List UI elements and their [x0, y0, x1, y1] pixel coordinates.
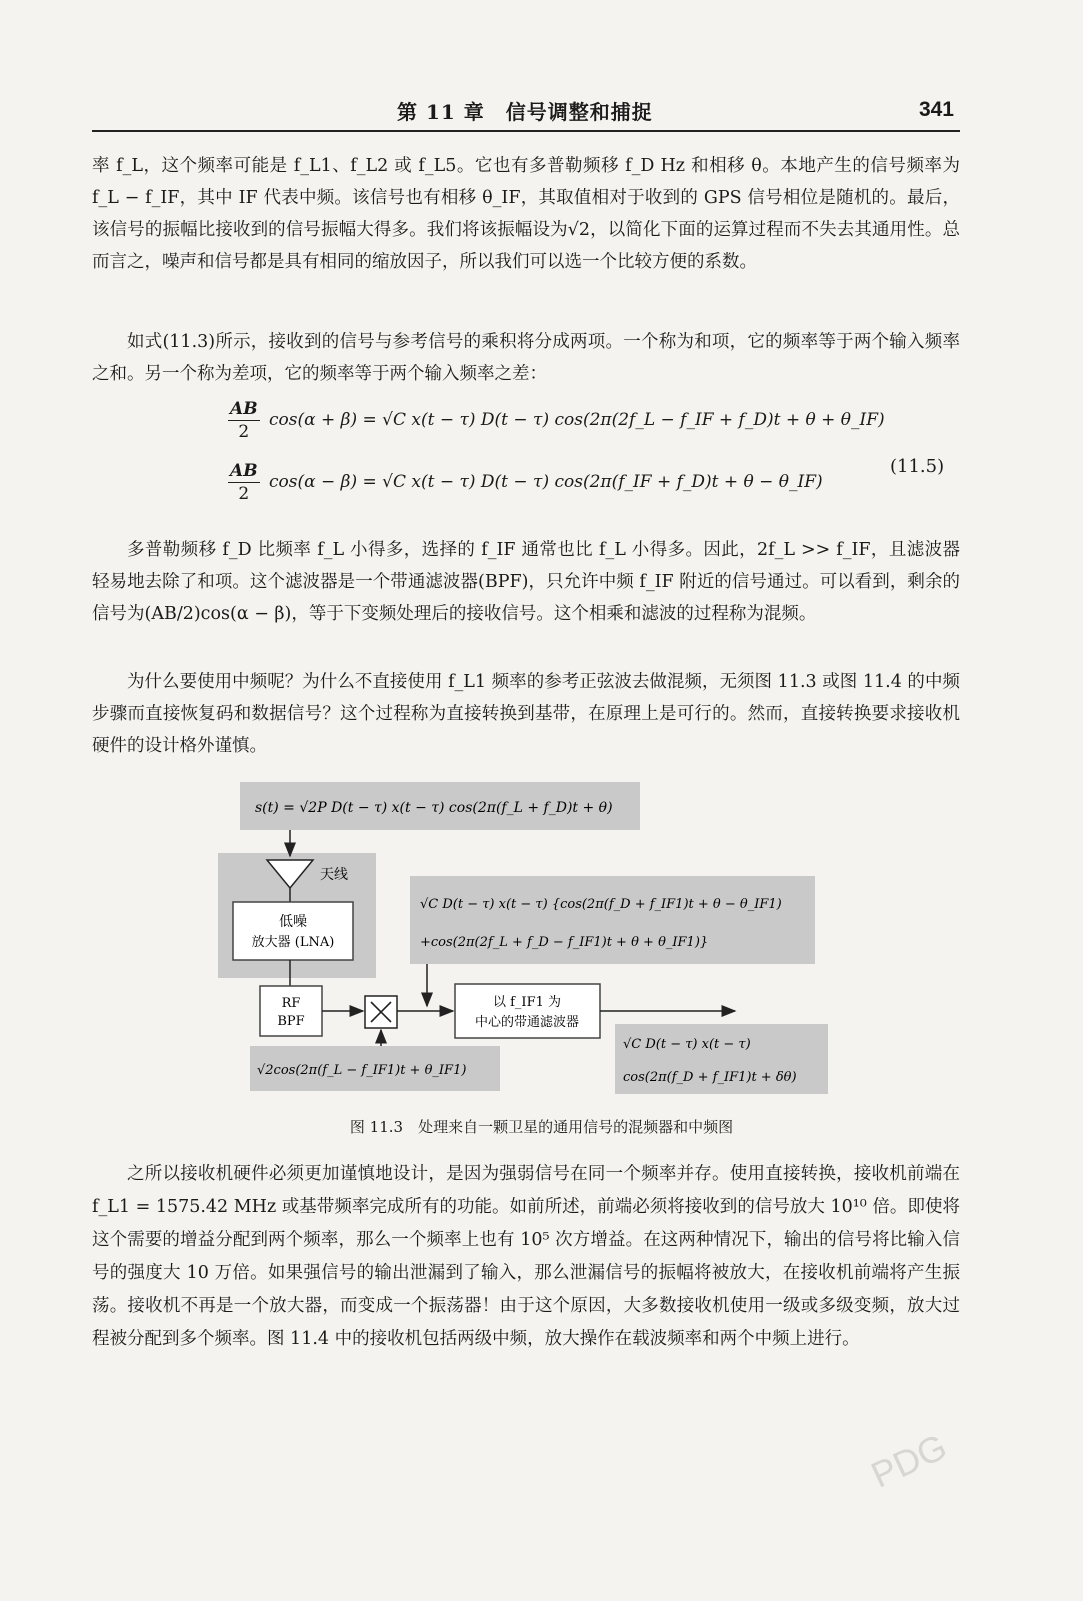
equation-fraction-2	[228, 460, 260, 505]
output-label-line-1: √C D(t − τ) x(t − τ)	[623, 1037, 751, 1052]
equation-line-2	[228, 460, 823, 505]
fraction-numerator: AB	[230, 399, 258, 419]
rf-bpf-label-line-2: BPF	[277, 1014, 305, 1029]
mixer-output-line-1: √C D(t − τ) x(t − τ) {cos(2π(f_D + f_IF1)t + θ − θ_IF1)	[420, 897, 782, 912]
mixer-output-box	[410, 876, 815, 964]
antenna-label: 天线	[320, 867, 348, 883]
paragraph-4-text: 为什么要使用中频呢？为什么不直接使用 f_L1 频率的参考正弦波去做混频，无须图 11.3 或图 11.4 的中频步骤而直接恢复码和数据信号？这个过程称为直接转换到基带，在原理上是可行的。然而，直接转换要求接收机硬件的设计格外谨慎。	[92, 672, 960, 756]
paragraph-2-text: 如式(11.3)所示，接收到的信号与参考信号的乘积将分成两项。一个称为和项，它的频率等于两个输入频率之和。另一个称为差项，它的频率等于两个输入频率之差：	[92, 332, 960, 384]
paragraph-2	[92, 326, 960, 390]
mixer-output-line-2: +cos(2π(2f_L + f_D − f_IF1)t + θ + θ_IF1)}	[420, 935, 709, 950]
rf-bpf-label-line-1: RF	[281, 996, 301, 1011]
equation-difference-term: cos(α − β) = √C x(t − τ) D(t − τ) cos(2π(f_IF + f_D)t + θ − θ_IF)	[268, 472, 823, 492]
local-oscillator-label: √2cos(2π(f_L − f_IF1)t + θ_IF1)	[257, 1063, 467, 1078]
paragraph-4	[92, 666, 960, 762]
fraction-numerator: AB	[230, 461, 258, 481]
paragraph-5	[92, 1158, 960, 1356]
block-diagram	[215, 778, 845, 1098]
figure-11-3	[215, 778, 845, 1098]
signal-label: s(t) = √2P D(t − τ) x(t − τ) cos(2π(f_L + f_D)t + θ)	[255, 800, 613, 816]
if-bpf-label-line-2: 中心的带通滤波器	[474, 1015, 580, 1030]
equation-fraction-1	[228, 398, 260, 443]
fraction-denominator: 2	[238, 422, 250, 442]
watermark: PDG	[864, 1425, 953, 1496]
equation-line-1	[228, 398, 885, 443]
page-number: 341	[918, 98, 954, 121]
paragraph-5-text: 之所以接收机硬件必须更加谨慎地设计，是因为强弱信号在同一个频率并存。使用直接转换，接收机前端在 f_L1 = 1575.42 MHz 或基带频率完成所有的功能。如前所述，前端必须将接收到的信号放大 10¹⁰ 倍。即使将这个需要的增益分配到两个频率，那么一个频率上也有 10⁵ 次方增益。在这两种情况下，输出的信号将比输入信号的强度大 10 万倍。如果强信号的输出泄漏到了输入，那么泄漏信号的振幅将被放大，在接收机前端将产生振荡。接收机不再是一个放大器，而变成一个振荡器！由于这个原因，大多数接收机使用一级或多级变频，放大过程被分配到多个频率。图 11.4 中的接收机包括两级中频，放大操作在载波频率和两个中频上进行。	[92, 1164, 960, 1349]
paragraph-1	[92, 150, 960, 278]
output-label-line-2: cos(2π(f_D + f_IF1)t + δθ)	[623, 1070, 797, 1085]
fraction-denominator: 2	[238, 484, 250, 504]
paragraph-1-text: 率 f_L，这个频率可能是 f_L1、f_L2 或 f_L5。它也有多普勒频移 f_D Hz 和相移 θ。本地产生的信号频率为 f_L − f_IF，其中 IF 代表中频。该信号也有相移 θ_IF，其取值相对于收到的 GPS 信号相位是随机的。最后，该信号的振幅比接收到的信号振幅大得多。我们将该振幅设为√2，以简化下面的运算过程而不失去其通用性。总而言之，噪声和信号都是具有相同的缩放因子，所以我们可以选一个比较方便的系数。	[92, 156, 960, 272]
figure-caption: 图 11.3 处理来自一颗卫星的通用信号的混频器和中频图	[349, 1118, 734, 1136]
lna-box	[233, 902, 353, 960]
lna-label-line-1: 低噪	[279, 914, 307, 930]
chapter-title: 第 11 章 信号调整和捕捉	[397, 100, 653, 124]
paragraph-3-text: 多普勒频移 f_D 比频率 f_L 小得多，选择的 f_IF 通常也比 f_L 小得多。因此，2f_L >> f_IF，且滤波器轻易地去除了和项。这个滤波器是一个带通滤波器(BPF)，只允许中频 f_IF 附近的信号通过。可以看到，剩余的信号为(AB/2)cos(α − β)，等于下变频处理后的接收信号。这个相乘和滤波的过程称为混频。	[92, 540, 960, 624]
if-bpf-label-line-1: 以 f_IF1 为	[492, 995, 562, 1010]
equation-sum-term: cos(α + β) = √C x(t − τ) D(t − τ) cos(2π(2f_L − f_IF + f_D)t + θ + θ_IF)	[268, 410, 885, 430]
page-header	[92, 92, 960, 132]
equation-number: (11.5)	[890, 456, 945, 477]
paragraph-3	[92, 534, 960, 630]
lna-label-line-2: 放大器 (LNA)	[251, 935, 335, 950]
